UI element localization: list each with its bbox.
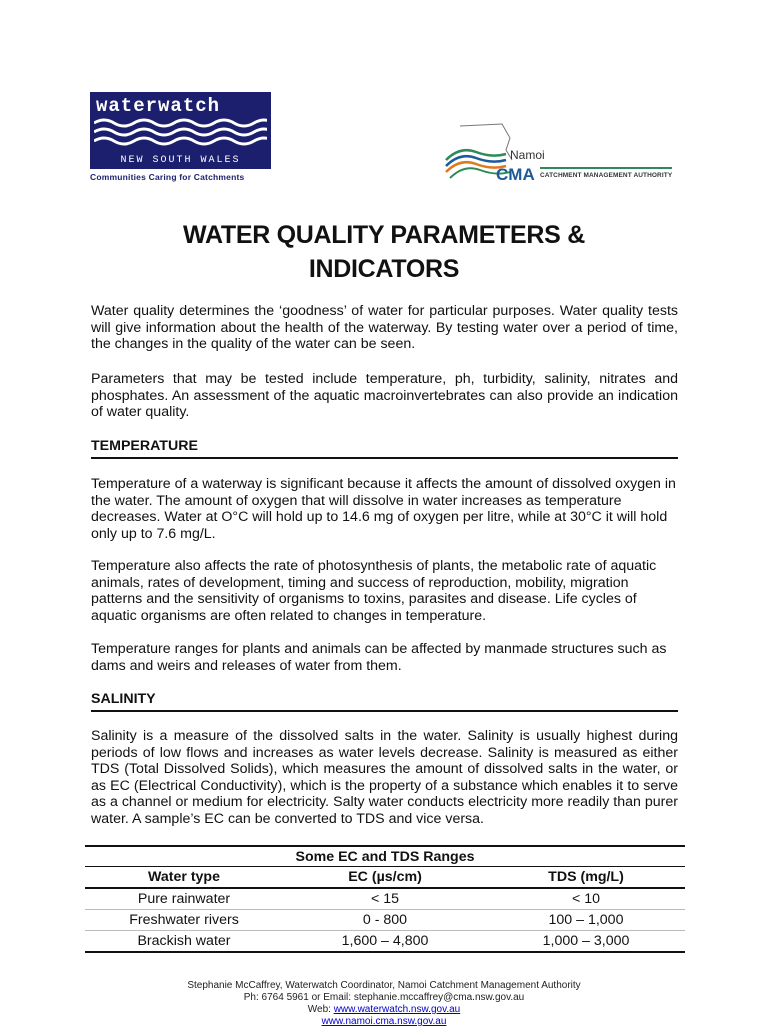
table-cell: Freshwater rivers: [85, 910, 283, 931]
intro-paragraph-1: Water quality determines the ‘goodness’ of water for particular purposes. Water quality tests will give information about the health of the waterway. By testing water over a period of time, the changes in the quality of the water can be seen.: [91, 303, 678, 353]
waterwatch-logo-subtitle: NEW SOUTH WALES: [120, 155, 241, 166]
temperature-heading: TEMPERATURE: [91, 438, 678, 459]
waterwatch-tagline: Communities Caring for Catchments: [90, 172, 245, 182]
table-header-ec: EC (µs/cm): [283, 867, 487, 889]
table-row: [85, 931, 685, 953]
footer: [0, 980, 768, 1028]
page-title-line-2: INDICATORS: [308, 255, 460, 283]
temperature-paragraph-2: Temperature also affects the rate of photosynthesis of plants, the metabolic rate of aquatic animals, rates of development, timing and success of reproduction, mobility, migration patterns and the sensitivity of organisms to toxins, parasites and disease. Life cycles of aquatic organisms are often related to changes in temperature.: [91, 558, 657, 624]
table-cell: 1,600 – 4,800: [283, 931, 487, 953]
waterwatch-logo: [90, 92, 271, 182]
namoi-cma-logo: [440, 120, 680, 190]
salinity-paragraph-1: Salinity is a measure of the dissolved salts in the water. Salinity is usually highest during periods of low flows and increases as water levels decrease. Salinity is measured as either TDS (Total Dissolved Solids), which measures the amount of dissolved salts in the water, or as EC (Electrical Conductivity), which is the property of a substance which enables it to serve as a channel or medium for electricity. Salty water conducts electricity more readily than purer water. A sample’s EC can be converted to TDS and vice versa.: [91, 728, 678, 827]
table-row: [85, 910, 685, 931]
table-cell: < 10: [487, 888, 685, 910]
temperature-paragraph-1: Temperature of a waterway is significant because it affects the amount of dissolved oxygen in the water. The amount of oxygen that will dissolve in water increases as temperature decreases. Water at O°C will hold up to 14.6 mg of oxygen per litre, while at 30°C it will hold only up to 7.6 mg/L.: [91, 476, 676, 542]
temperature-paragraph-3: Temperature ranges for plants and animals can be affected by manmade structures such as dams and weirs and releases of water from them.: [91, 641, 667, 674]
table-header-tds: TDS (mg/L): [487, 867, 685, 889]
table-cell: Brackish water: [85, 931, 283, 953]
footer-web-line-2: [0, 1016, 768, 1028]
page-title-line-1: WATER QUALITY PARAMETERS &: [183, 221, 585, 249]
cma-logo-name: Namoi: [510, 148, 545, 162]
footer-line-2: Ph: 6764 5961 or Email: stephanie.mccaffrey@cma.nsw.gov.au: [243, 992, 525, 1003]
waterwatch-logo-title: waterwatch: [96, 95, 221, 117]
table-cell: < 15: [283, 888, 487, 910]
ec-tds-table: [85, 845, 685, 953]
table-cell: 1,000 – 3,000: [487, 931, 685, 953]
table-cell: 100 – 1,000: [487, 910, 685, 931]
table-cell: 0 - 800: [283, 910, 487, 931]
table-caption: Some EC and TDS Ranges: [85, 846, 685, 867]
table-row: [85, 888, 685, 910]
page-title: [0, 218, 768, 286]
footer-web-label: Web:: [307, 1004, 334, 1015]
footer-line-1: Stephanie McCaffrey, Waterwatch Coordinator, Namoi Catchment Management Authority: [187, 980, 581, 991]
cma-logo-abbr: CMA: [496, 165, 535, 184]
table-header-water-type: Water type: [85, 867, 283, 889]
salinity-heading: SALINITY: [91, 691, 678, 712]
cma-logo-authority: CATCHMENT MANAGEMENT AUTHORITY: [540, 172, 673, 179]
namoi-cma-website-link[interactable]: www.namoi.cma.nsw.gov.au: [321, 1016, 447, 1027]
intro-paragraph-2: Parameters that may be tested include temperature, ph, turbidity, salinity, nitrates and phosphates. An assessment of the aquatic macroinvertebrates can also provide an indication of water quality.: [91, 371, 678, 421]
catchment-map-icon: [440, 120, 680, 190]
table-cell: Pure rainwater: [85, 888, 283, 910]
waves-icon: [94, 117, 267, 147]
footer-web-line: [0, 1004, 768, 1016]
waterwatch-website-link[interactable]: www.waterwatch.nsw.gov.au: [333, 1004, 461, 1015]
